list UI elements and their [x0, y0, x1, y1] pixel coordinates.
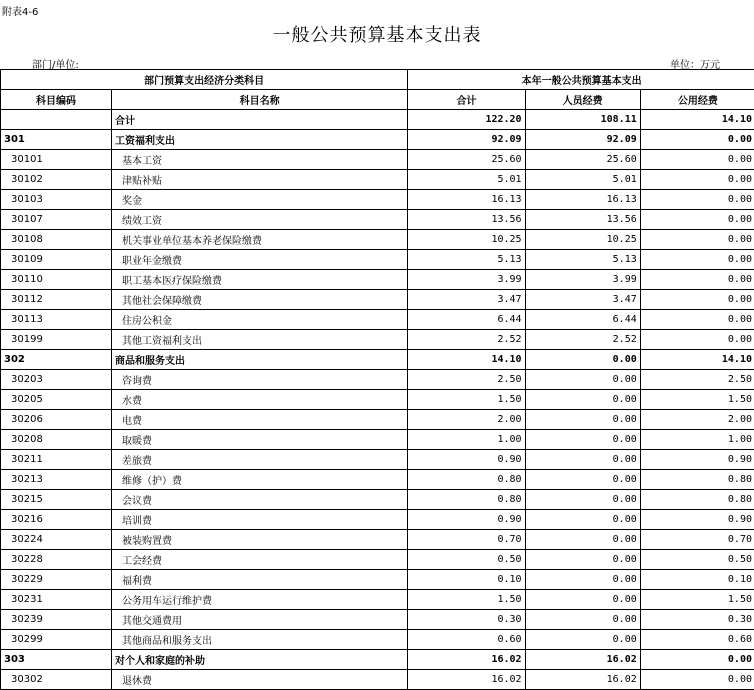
cell-total: 0.80 — [408, 490, 525, 510]
cell-personnel: 25.60 — [525, 150, 640, 170]
cell-total: 14.10 — [408, 350, 525, 370]
cell-code: 30113 — [1, 310, 112, 330]
cell-code: 30109 — [1, 250, 112, 270]
table-row — [1, 610, 754, 630]
cell-personnel: 2.52 — [525, 330, 640, 350]
cell-public: 1.50 — [640, 590, 754, 610]
table-row — [1, 390, 754, 410]
cell-total: 0.90 — [408, 450, 525, 470]
cell-personnel: 16.02 — [525, 650, 640, 670]
cell-personnel: 16.02 — [525, 670, 640, 690]
table-row — [1, 490, 754, 510]
cell-personnel: 6.44 — [525, 310, 640, 330]
cell-total: 2.52 — [408, 330, 525, 350]
cell-public: 0.50 — [640, 550, 754, 570]
cell-name: 工资福利支出 — [111, 130, 407, 150]
cell-name: 其他工资福利支出 — [111, 330, 407, 350]
table-row — [1, 510, 754, 530]
cell-code: 30107 — [1, 210, 112, 230]
cell-personnel: 0.00 — [525, 630, 640, 650]
cell-public: 1.00 — [640, 430, 754, 450]
table-row — [1, 170, 754, 190]
cell-total: 0.90 — [408, 510, 525, 530]
cell-name: 其他交通费用 — [111, 610, 407, 630]
cell-public: 2.50 — [640, 370, 754, 390]
cell-name: 福利费 — [111, 570, 407, 590]
cell-name: 绩效工资 — [111, 210, 407, 230]
table-row — [1, 330, 754, 350]
header-classification: 部门预算支出经济分类科目 — [1, 70, 408, 90]
cell-code: 30213 — [1, 470, 112, 490]
cell-public: 0.80 — [640, 470, 754, 490]
cell-total: 5.13 — [408, 250, 525, 270]
cell-code: 30101 — [1, 150, 112, 170]
cell-total: 2.00 — [408, 410, 525, 430]
cell-personnel: 0.00 — [525, 370, 640, 390]
cell-name: 电费 — [111, 410, 407, 430]
cell-name: 基本工资 — [111, 150, 407, 170]
cell-total: 0.10 — [408, 570, 525, 590]
cell-personnel: 0.00 — [525, 430, 640, 450]
cell-public: 0.00 — [640, 290, 754, 310]
cell-personnel: 16.13 — [525, 190, 640, 210]
cell-public: 2.00 — [640, 410, 754, 430]
cell-personnel: 13.56 — [525, 210, 640, 230]
cell-personnel: 0.00 — [525, 450, 640, 470]
cell-name: 其他商品和服务支出 — [111, 630, 407, 650]
cell-public: 0.00 — [640, 230, 754, 250]
total-code — [1, 110, 112, 130]
header-name: 科目名称 — [111, 90, 407, 110]
cell-total: 0.30 — [408, 610, 525, 630]
cell-personnel: 0.00 — [525, 590, 640, 610]
cell-personnel: 3.47 — [525, 290, 640, 310]
cell-public: 0.00 — [640, 190, 754, 210]
annex-label: 附表4-6 — [2, 3, 38, 18]
cell-code: 301 — [1, 130, 112, 150]
cell-personnel: 5.13 — [525, 250, 640, 270]
cell-total: 0.70 — [408, 530, 525, 550]
cell-code: 30302 — [1, 670, 112, 690]
table-row — [1, 450, 754, 470]
cell-name: 职业年金缴费 — [111, 250, 407, 270]
cell-personnel: 0.00 — [525, 570, 640, 590]
cell-name: 维修（护）费 — [111, 470, 407, 490]
cell-public: 0.00 — [640, 310, 754, 330]
cell-personnel: 3.99 — [525, 270, 640, 290]
cell-name: 机关事业单位基本养老保险缴费 — [111, 230, 407, 250]
cell-public: 0.00 — [640, 270, 754, 290]
table-row — [1, 670, 754, 690]
cell-personnel: 0.00 — [525, 550, 640, 570]
cell-name: 培训费 — [111, 510, 407, 530]
table-row — [1, 150, 754, 170]
table-row — [1, 590, 754, 610]
table-group-row — [1, 130, 754, 150]
cell-public: 0.00 — [640, 330, 754, 350]
cell-public: 0.60 — [640, 630, 754, 650]
cell-total: 1.50 — [408, 590, 525, 610]
cell-public: 0.00 — [640, 170, 754, 190]
table-row — [1, 530, 754, 550]
cell-total: 1.00 — [408, 430, 525, 450]
cell-total: 5.01 — [408, 170, 525, 190]
cell-code: 30299 — [1, 630, 112, 650]
table-row — [1, 410, 754, 430]
cell-code: 30102 — [1, 170, 112, 190]
table-row — [1, 310, 754, 330]
cell-total: 0.60 — [408, 630, 525, 650]
cell-code: 30231 — [1, 590, 112, 610]
cell-public: 0.10 — [640, 570, 754, 590]
table-row — [1, 230, 754, 250]
cell-personnel: 0.00 — [525, 350, 640, 370]
cell-public: 0.00 — [640, 130, 754, 150]
cell-code: 30110 — [1, 270, 112, 290]
total-sum: 122.20 — [408, 110, 525, 130]
cell-code: 30215 — [1, 490, 112, 510]
cell-public: 14.10 — [640, 350, 754, 370]
cell-name: 其他社会保障缴费 — [111, 290, 407, 310]
cell-code: 30103 — [1, 190, 112, 210]
table-group-row — [1, 350, 754, 370]
table-row — [1, 270, 754, 290]
cell-total: 1.50 — [408, 390, 525, 410]
cell-name: 取暖费 — [111, 430, 407, 450]
unit-label: 单位：万元 — [670, 56, 720, 71]
cell-name: 差旅费 — [111, 450, 407, 470]
cell-total: 6.44 — [408, 310, 525, 330]
cell-public: 0.00 — [640, 670, 754, 690]
cell-name: 对个人和家庭的补助 — [111, 650, 407, 670]
cell-public: 0.00 — [640, 250, 754, 270]
header-total: 合计 — [408, 90, 525, 110]
header-code: 科目编码 — [1, 90, 112, 110]
cell-public: 0.00 — [640, 210, 754, 230]
cell-code: 30203 — [1, 370, 112, 390]
cell-code: 30211 — [1, 450, 112, 470]
total-label: 合计 — [111, 110, 407, 130]
cell-total: 92.09 — [408, 130, 525, 150]
table-row — [1, 430, 754, 450]
cell-personnel: 0.00 — [525, 530, 640, 550]
cell-personnel: 5.01 — [525, 170, 640, 190]
cell-name: 工会经费 — [111, 550, 407, 570]
cell-personnel: 0.00 — [525, 410, 640, 430]
table-row — [1, 190, 754, 210]
header-budget: 本年一般公共预算基本支出 — [408, 70, 754, 90]
cell-name: 水费 — [111, 390, 407, 410]
table-row — [1, 250, 754, 270]
cell-total: 3.99 — [408, 270, 525, 290]
cell-personnel: 0.00 — [525, 390, 640, 410]
cell-code: 30205 — [1, 390, 112, 410]
cell-total: 0.80 — [408, 470, 525, 490]
cell-name: 退休费 — [111, 670, 407, 690]
cell-name: 公务用车运行维护费 — [111, 590, 407, 610]
header-public: 公用经费 — [640, 90, 754, 110]
header-personnel: 人员经费 — [525, 90, 640, 110]
table-row — [1, 630, 754, 650]
cell-total: 16.02 — [408, 670, 525, 690]
cell-name: 会议费 — [111, 490, 407, 510]
total-personnel: 108.11 — [525, 110, 640, 130]
cell-code: 30228 — [1, 550, 112, 570]
cell-public: 1.50 — [640, 390, 754, 410]
cell-total: 16.02 — [408, 650, 525, 670]
cell-code: 302 — [1, 350, 112, 370]
cell-code: 30216 — [1, 510, 112, 530]
cell-name: 被装购置费 — [111, 530, 407, 550]
cell-total: 16.13 — [408, 190, 525, 210]
table-row — [1, 370, 754, 390]
cell-name: 奖金 — [111, 190, 407, 210]
cell-total: 10.25 — [408, 230, 525, 250]
cell-public: 0.00 — [640, 650, 754, 670]
table-row — [1, 550, 754, 570]
table-row — [1, 290, 754, 310]
cell-code: 30224 — [1, 530, 112, 550]
table-row — [1, 570, 754, 590]
cell-name: 咨询费 — [111, 370, 407, 390]
page-title: 一般公共预算基本支出表 — [0, 21, 754, 47]
cell-personnel: 0.00 — [525, 510, 640, 530]
table-group-row — [1, 650, 754, 670]
cell-public: 0.00 — [640, 150, 754, 170]
cell-code: 30108 — [1, 230, 112, 250]
cell-public: 0.80 — [640, 490, 754, 510]
cell-name: 职工基本医疗保险缴费 — [111, 270, 407, 290]
cell-public: 0.90 — [640, 450, 754, 470]
cell-personnel: 0.00 — [525, 610, 640, 630]
cell-personnel: 0.00 — [525, 470, 640, 490]
cell-code: 30199 — [1, 330, 112, 350]
cell-code: 30229 — [1, 570, 112, 590]
cell-personnel: 92.09 — [525, 130, 640, 150]
cell-name: 住房公积金 — [111, 310, 407, 330]
table-row — [1, 210, 754, 230]
cell-code: 30112 — [1, 290, 112, 310]
cell-total: 2.50 — [408, 370, 525, 390]
cell-personnel: 0.00 — [525, 490, 640, 510]
cell-code: 303 — [1, 650, 112, 670]
table-row — [1, 470, 754, 490]
cell-public: 0.30 — [640, 610, 754, 630]
cell-name: 商品和服务支出 — [111, 350, 407, 370]
total-public: 14.10 — [640, 110, 754, 130]
cell-total: 3.47 — [408, 290, 525, 310]
cell-total: 13.56 — [408, 210, 525, 230]
cell-total: 25.60 — [408, 150, 525, 170]
cell-code: 30208 — [1, 430, 112, 450]
cell-total: 0.50 — [408, 550, 525, 570]
cell-code: 30206 — [1, 410, 112, 430]
cell-public: 0.70 — [640, 530, 754, 550]
total-row — [1, 110, 754, 130]
department-label: 部门/单位: — [32, 56, 79, 71]
cell-public: 0.90 — [640, 510, 754, 530]
cell-personnel: 10.25 — [525, 230, 640, 250]
budget-table — [0, 69, 754, 690]
cell-name: 津贴补贴 — [111, 170, 407, 190]
cell-code: 30239 — [1, 610, 112, 630]
